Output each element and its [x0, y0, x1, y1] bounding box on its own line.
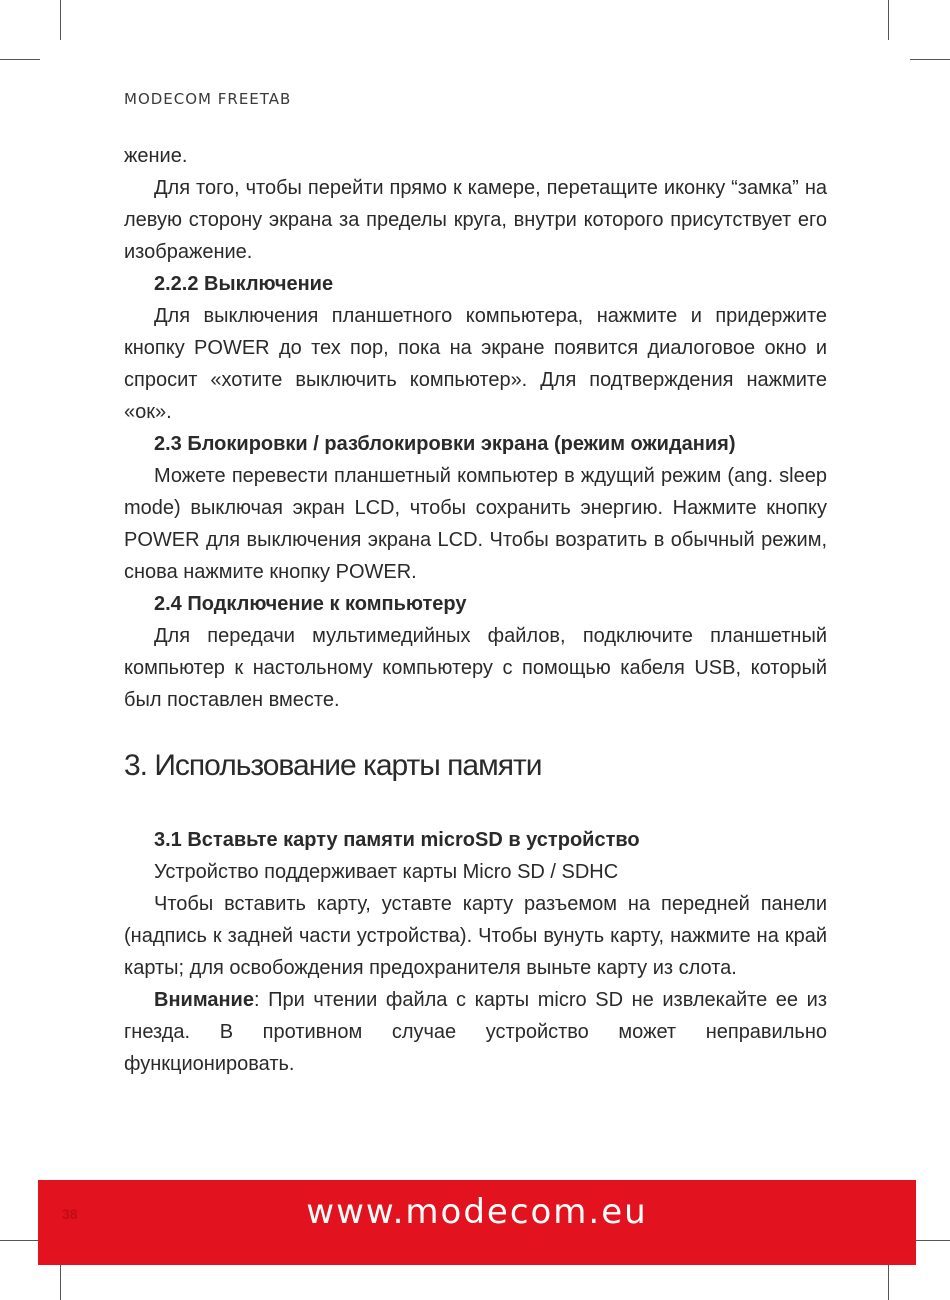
paragraph: жение. [124, 145, 188, 167]
footer-banner [38, 1180, 916, 1265]
website-url: www.modecom.eu [306, 1192, 648, 1232]
warning-text: : При чтении файла с карты micro SD не извлекайте ее из гнезда. В противном случае устройство может неправильно функционировать. [124, 989, 827, 1075]
warning-paragraph [124, 984, 827, 1080]
crop-mark [888, 1262, 889, 1300]
crop-mark [0, 59, 40, 60]
crop-mark [0, 1240, 40, 1241]
crop-mark [910, 1240, 950, 1241]
warning-label: Внимание [154, 989, 254, 1011]
subheading: 2.2.2 Выключение [154, 273, 334, 295]
section-title: 3. Использование карты памяти [124, 749, 542, 782]
running-header: MODECOM FREETAB [124, 90, 292, 108]
crop-mark [910, 59, 950, 60]
subheading: 2.3 Блокировки / разблокировки экрана (режим ожидания) [154, 433, 736, 455]
paragraph: Устройство поддерживает карты Micro SD / SDHC [154, 861, 619, 883]
paragraph: Можете перевести планшетный компьютер в ждущий режим (ang. sleep mode) выключая экран LCD, чтобы сохранить энергию. Нажмите кнопку POWER для выключения экрана LCD. Чтобы возратить в обычный режим, снова нажмите кнопку POWER. [124, 465, 827, 583]
page-number: 38 [62, 1206, 78, 1222]
subheading: 3.1 Вставьте карту памяти microSD в устройство [154, 829, 640, 851]
paragraph: Для выключения планшетного компьютера, нажмите и придержите кнопку POWER до тех пор, пока на экране появится диалоговое окно и спросит «хотите выключить компьютер». Для подтверждения нажмите «ок». [124, 305, 827, 423]
crop-mark [60, 0, 61, 40]
subheading: 2.4 Подключение к компьютеру [154, 593, 467, 615]
paragraph: Для того, чтобы перейти прямо к камере, перетащите иконку “замка” на левую сторону экрана за пределы круга, внутри которого присутствует его изображение. [124, 177, 827, 263]
crop-mark [60, 1262, 61, 1300]
crop-mark [888, 0, 889, 40]
paragraph: Чтобы вставить карту, уставте карту разъемом на передней панели (надпись к задней части устройства). Чтобы вунуть карту, нажмите на край карты; для освобождения предохранителя выньте карту из слота. [124, 893, 827, 979]
page-body [124, 140, 827, 1080]
paragraph: Для передачи мультимедийных файлов, подключите планшетный компьютер к настольному компьютеру с помощью кабеля USB, который был поставлен вместе. [124, 625, 827, 711]
